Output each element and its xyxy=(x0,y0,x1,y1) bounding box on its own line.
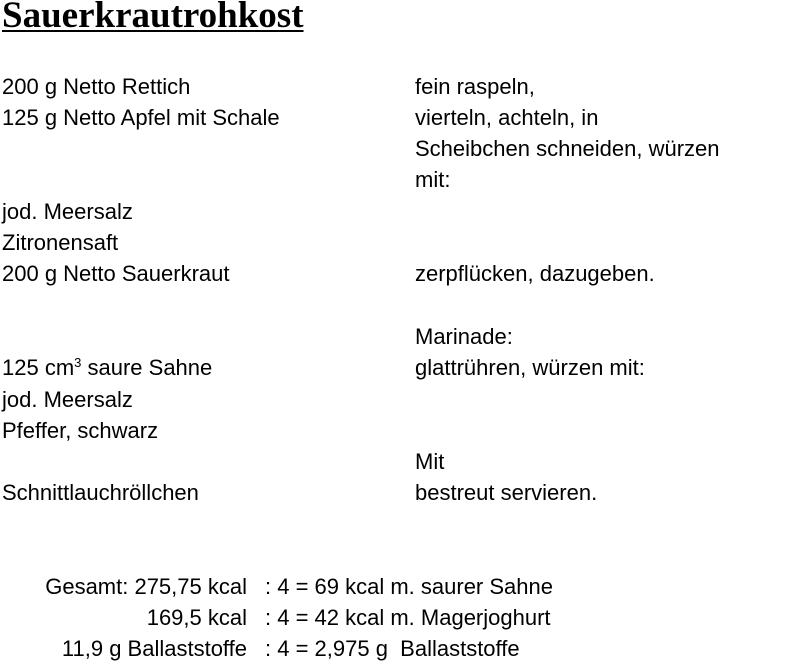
ingredient-line: jod. Meersalz xyxy=(2,199,133,224)
total-label: 169,5 kcal xyxy=(146,605,247,630)
ingredient-line: Zitronensaft xyxy=(2,230,119,255)
ingredient-line: 200 g Netto Sauerkraut xyxy=(2,261,230,286)
total-value: : 4 = 69 kcal m. saurer Sahne xyxy=(265,574,553,599)
instruction-line: glattrühren, würzen mit: xyxy=(415,355,645,380)
total-label: Gesamt: 275,75 kcal xyxy=(45,574,247,599)
instruction-line: mit: xyxy=(415,167,451,192)
instruction-line: bestreut servieren. xyxy=(415,480,598,505)
ingredient-line xyxy=(2,353,212,383)
ingredient-line: Schnittlauchröllchen xyxy=(2,480,199,505)
total-value: : 4 = 2,975 g Ballaststoffe xyxy=(265,636,520,661)
ingredient-line: 125 g Netto Apfel mit Schale xyxy=(2,105,280,130)
recipe-title: Sauerkrautrohkost xyxy=(2,0,304,36)
instruction-line: Marinade: xyxy=(415,324,513,349)
instruction-line: zerpflücken, dazugeben. xyxy=(415,261,655,286)
ingredient-line: jod. Meersalz xyxy=(2,387,133,412)
unit-superscript: 3 xyxy=(74,355,82,370)
instruction-line: Scheibchen schneiden, würzen xyxy=(415,136,720,161)
instruction-line: fein raspeln, xyxy=(415,74,535,99)
instruction-line: Mit xyxy=(415,449,445,474)
ingredient-amount: 125 cm xyxy=(2,355,75,380)
ingredient-line: Pfeffer, schwarz xyxy=(2,418,159,443)
instruction-line: vierteln, achteln, in xyxy=(415,105,599,130)
total-value: : 4 = 42 kcal m. Magerjoghurt xyxy=(265,605,551,630)
ingredient-name: saure Sahne xyxy=(81,355,213,380)
total-label: 11,9 g Ballaststoffe xyxy=(61,636,247,661)
ingredient-line: 200 g Netto Rettich xyxy=(2,74,191,99)
